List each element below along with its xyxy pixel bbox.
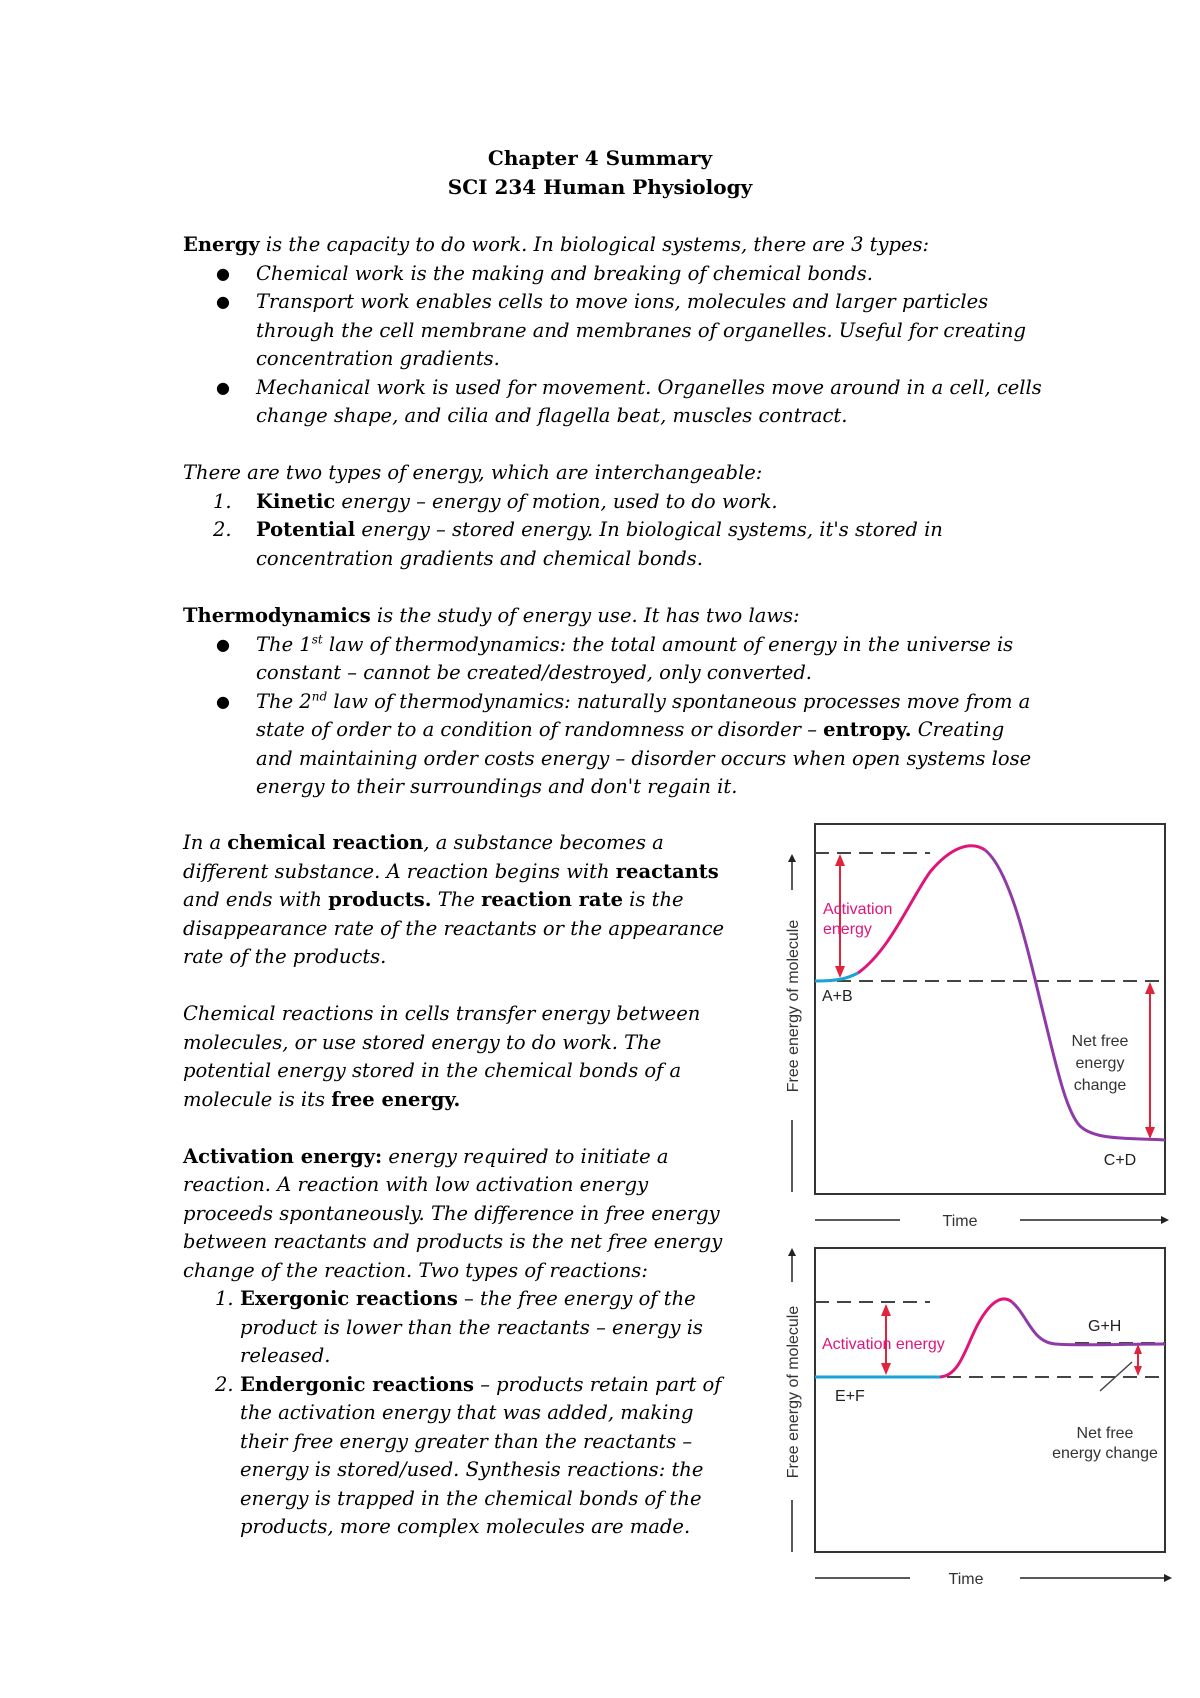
bullet-icon: ● (216, 292, 230, 311)
bullet-icon: ● (216, 263, 230, 283)
activation-energy-paragraph: Activation energy: energy required to initiate a reaction. A reaction with low activation energy proceeds spontaneously. The difference in free energy between reactants and products is the net free energy change of the reaction. Two types of reactions: (183, 1144, 723, 1282)
free-energy-paragraph: Chemical reactions in cells transfer energy between molecules, or use stored energy to do work. The potential energy stored in the chemical bonds of a molecule is its free energy. (183, 1002, 701, 1111)
list-item: ● The 1st law of thermodynamics: the total amount of energy in the universe is constant – cannot be created/destroyed, only converted. (216, 632, 1014, 684)
list-item: 1. Exergonic reactions – the free energy of the product is lower than the reactants – energy is released. (215, 1287, 703, 1367)
x-axis-label: Time (948, 1571, 984, 1588)
page-title: Chapter 4 Summary (487, 146, 713, 170)
exergonic-diagram (770, 810, 1180, 1235)
endergonic-diagram (770, 1236, 1180, 1596)
net-change-label: energy (1075, 1055, 1125, 1072)
list-item: 1. Kinetic energy – energy of motion, used to do work. (213, 489, 778, 513)
bullet-icon: ● (216, 377, 230, 397)
net-change-label: change (1073, 1077, 1127, 1094)
y-axis-label: Free energy of molecule (785, 1305, 802, 1479)
list-item: 2. Potential energy – stored energy. In biological systems, it's stored in concentration gradients and chemical bonds. (213, 518, 943, 570)
bullet-icon: ● (216, 634, 230, 654)
energy-term: Energy (183, 233, 260, 256)
chemical-reaction-section (183, 829, 738, 1542)
net-change-label: Net free (1071, 1033, 1129, 1050)
arrow-right-icon (1164, 1574, 1172, 1582)
net-change-label: Net free (1076, 1425, 1134, 1442)
reactants-label: E+F (835, 1388, 865, 1405)
thermodynamics-laws-list (183, 631, 1043, 802)
energy-types-section (183, 459, 1043, 573)
energy-section (183, 231, 1043, 431)
list-item: 2. Endergonic reactions – products retain part of the activation energy that was added, making their free energy greater than the reactants – energy is stored/used. Synthesis reactions: the energy is trapped in the chemical bonds of the products, more complex molecules are made. (215, 1372, 722, 1538)
list-item: ● Mechanical work is used for movement. Organelles move around in a cell, cells change shape, and cilia and flagella beat, muscles contract. (216, 375, 1042, 427)
list-item: ● Transport work enables cells to move ions, molecules and larger particles through the cell membrane and membranes of organelles. Useful for creating concentration gradients. (216, 290, 1026, 370)
list-item: ● Chemical work is the making and breaking of chemical bonds. (183, 260, 1043, 289)
thermodynamics-intro: Thermodynamics is the study of energy use. It has two laws: (183, 604, 800, 627)
activation-label: Activation (823, 901, 893, 918)
products-label: C+D (1103, 1152, 1137, 1169)
thermodynamics-section (183, 602, 1043, 802)
energy-intro: Energy is the capacity to do work. In biological systems, there are 3 types: (183, 233, 930, 256)
list-item: ● The 2nd law of thermodynamics: naturally spontaneous processes move from a state of order to a condition of randomness or disorder – entropy. Creating and maintaining order costs energy – disorder occurs when open systems lose energy to their surroundings and don't regain it. (216, 689, 1032, 798)
bullet-icon: ● (216, 691, 230, 711)
y-axis-label: Free energy of molecule (785, 919, 802, 1093)
net-change-label: energy change (1052, 1445, 1158, 1462)
energy-work-list (183, 260, 1043, 431)
activation-label: Activation energy (822, 1336, 945, 1353)
plot-frame (815, 1248, 1165, 1552)
arrow-up-icon (788, 1248, 796, 1256)
activation-label: energy (823, 921, 872, 938)
chemical-reaction-paragraph: In a chemical reaction, a substance becomes a different substance. A reaction begins with reactants and ends with products. The reaction rate is the disappearance rate of the reactants or the appearance rate of the products. (183, 831, 725, 968)
energy-types-intro: There are two types of energy, which are interchangeable: (183, 461, 763, 484)
products-label: G+H (1088, 1318, 1122, 1335)
energy-types-list (183, 488, 1043, 574)
arrow-right-icon (1161, 1216, 1169, 1224)
course-title: SCI 234 Human Physiology (447, 175, 753, 199)
reactants-label: A+B (822, 988, 853, 1005)
arrow-up-icon (788, 854, 796, 862)
x-axis-label: Time (942, 1213, 978, 1230)
reaction-types-list (183, 1285, 738, 1542)
